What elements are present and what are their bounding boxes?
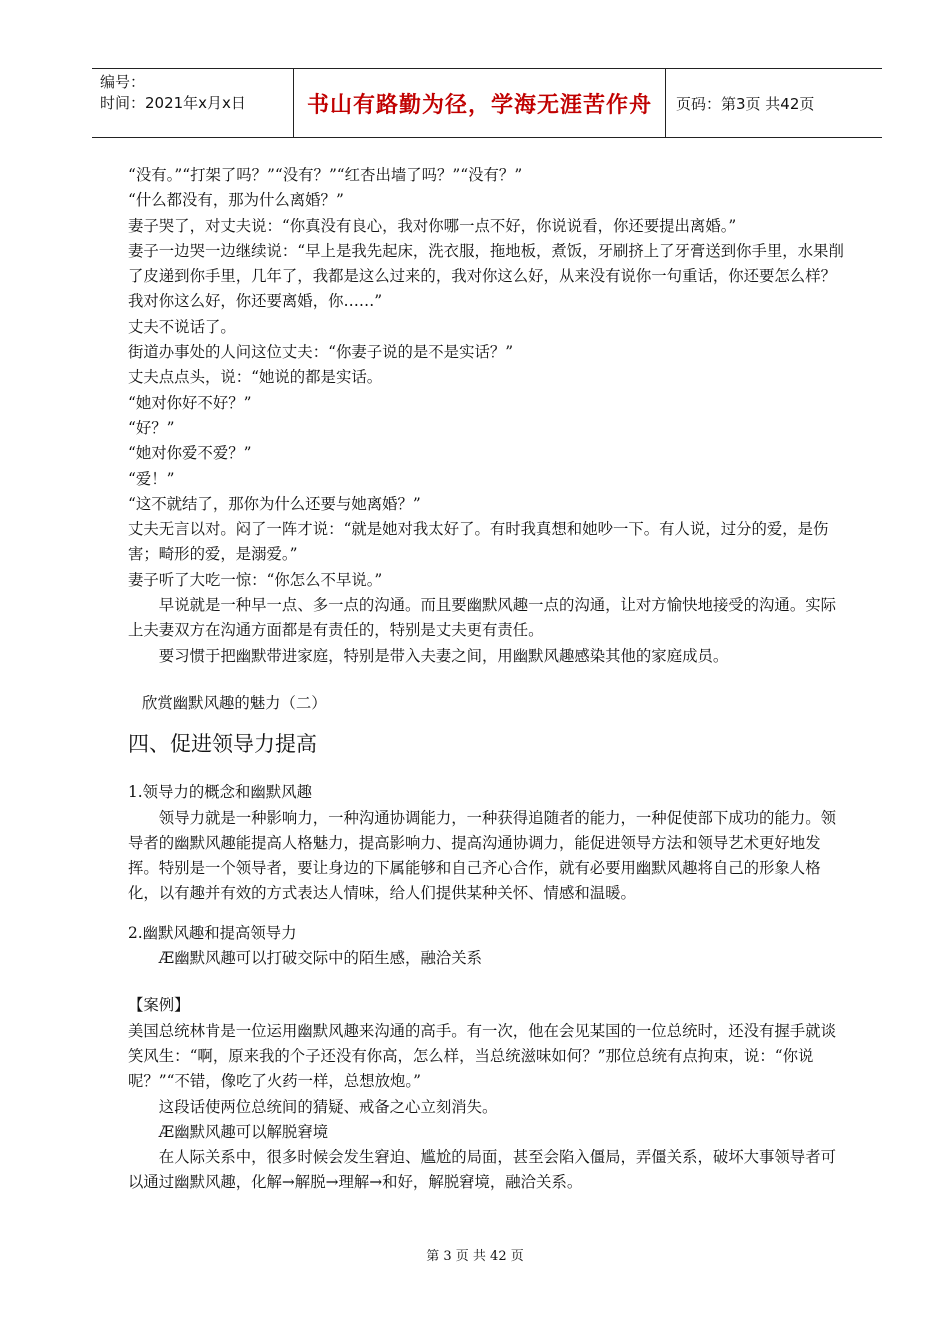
paragraph: 妻子听了大吃一惊：“你怎么不早说。” bbox=[128, 570, 383, 589]
paragraph: “这不就结了，那你为什么还要与她离婚？” bbox=[128, 494, 421, 513]
section-subtitle: 欣赏幽默风趣的魅力（二） bbox=[142, 693, 327, 712]
header-meta bbox=[92, 69, 294, 137]
paragraph: “好？” bbox=[128, 418, 175, 437]
paragraph: 丈夫不说话了。 bbox=[128, 317, 236, 336]
bullet-point: Æ幽默风趣可以解脱窘境 bbox=[158, 1122, 329, 1141]
paragraph: “没有。”“打架了吗？”“没有？”“红杏出墙了吗？”“没有？” bbox=[128, 166, 523, 184]
subsection-heading: 1.领导力的概念和幽默风趣 bbox=[128, 783, 312, 802]
page-footer: 第 3 页 共 42 页 bbox=[426, 1249, 524, 1264]
number-label: 编号： bbox=[100, 73, 146, 91]
paragraph: 妻子哭了，对丈夫说：“你真没有良心，我对你哪一点不好，你说说看，你还要提出离婚。” bbox=[128, 216, 737, 235]
paragraph: 要习惯于把幽默带进家庭，特别是带入夫妻之间，用幽默风趣感染其他的家庭成员。 bbox=[158, 646, 729, 665]
case-label: 【案例】 bbox=[128, 996, 190, 1015]
paragraph: “爱！” bbox=[128, 469, 175, 488]
document-body bbox=[128, 163, 848, 1196]
section-heading: 四、促进领导力提高 bbox=[128, 732, 317, 757]
paragraph: “她对你好不好？” bbox=[128, 393, 252, 412]
paragraph: 在人际关系中，很多时候会发生窘迫、尴尬的局面，甚至会陷入僵局，弄僵关系，破坏大事领导者可以通过幽默风趣，化解→解脱→理解→和好，解脱窘境，融洽关系。 bbox=[128, 1148, 836, 1192]
paragraph: 丈夫点点头，说：“她说的都是实话。 bbox=[128, 368, 383, 387]
paragraph: 这段话使两位总统间的猜疑、戒备之心立刻消失。 bbox=[158, 1097, 498, 1116]
paragraph: 早说就是一种早一点、多一点的沟通。而且要幽默风趣一点的沟通，让对方愉快地接受的沟通。实际上夫妻双方在沟通方面都是有责任的，特别是丈夫更有责任。 bbox=[128, 596, 836, 640]
paragraph: 丈夫无言以对。闷了一阵才说：“就是她对我太好了。有时我真想和她吵一下。有人说，过分的爱，是伤害；畸形的爱，是溺爱。” bbox=[128, 520, 829, 564]
header-motto: 书山有路勤为径，学海无涯苦作舟 bbox=[294, 69, 666, 137]
page-header bbox=[92, 68, 882, 138]
paragraph: 美国总统林肯是一位运用幽默风趣来沟通的高手。有一次，他在会见某国的一位总统时，还没有握手就谈笑风生：“啊，原来我的个子还没有你高，怎么样，当总统滋味如何？”那位总统有点拘束，说：“你说呢？”“不错，像吃了火药一样，总想放炮。” bbox=[128, 1021, 836, 1091]
subsection-heading: 2.幽默风趣和提高领导力 bbox=[128, 923, 297, 942]
paragraph: “她对你爱不爱？” bbox=[128, 444, 252, 463]
paragraph: 领导力就是一种影响力，一种沟通协调能力，一种获得追随者的能力，一种促使部下成功的能力。领导者的幽默风趣能提高人格魅力，提高影响力、提高沟通协调力，能促进领导方法和领导艺术更好地发挥。特别是一个领导者，要让身边的下属能够和自己齐心合作，就有必要用幽默风趣将自己的形象人格化，以有趣并有效的方式表达人情味，给人们提供某种关怀、情感和温暖。 bbox=[128, 808, 836, 903]
paragraph: 妻子一边哭一边继续说：“早上是我先起床，洗衣服，拖地板，煮饭，牙刷挤上了牙膏送到你手里，水果削了皮递到你手里，几年了，我都是这么过来的，我对你这么好，从来没有说你一句重话，你还要怎么样？我对你这么好，你还要离婚，你……” bbox=[128, 241, 844, 311]
header-page-info: 页码：第3页 共42页 bbox=[676, 94, 815, 113]
bullet-point: Æ幽默风趣可以打破交际中的陌生感，融洽关系 bbox=[158, 949, 483, 968]
paragraph: “什么都没有，那为什么离婚？” bbox=[128, 191, 344, 210]
time-label: 时间：2021年x月x日 bbox=[100, 94, 246, 112]
paragraph: 街道办事处的人问这位丈夫：“你妻子说的是不是实话？” bbox=[128, 343, 514, 362]
